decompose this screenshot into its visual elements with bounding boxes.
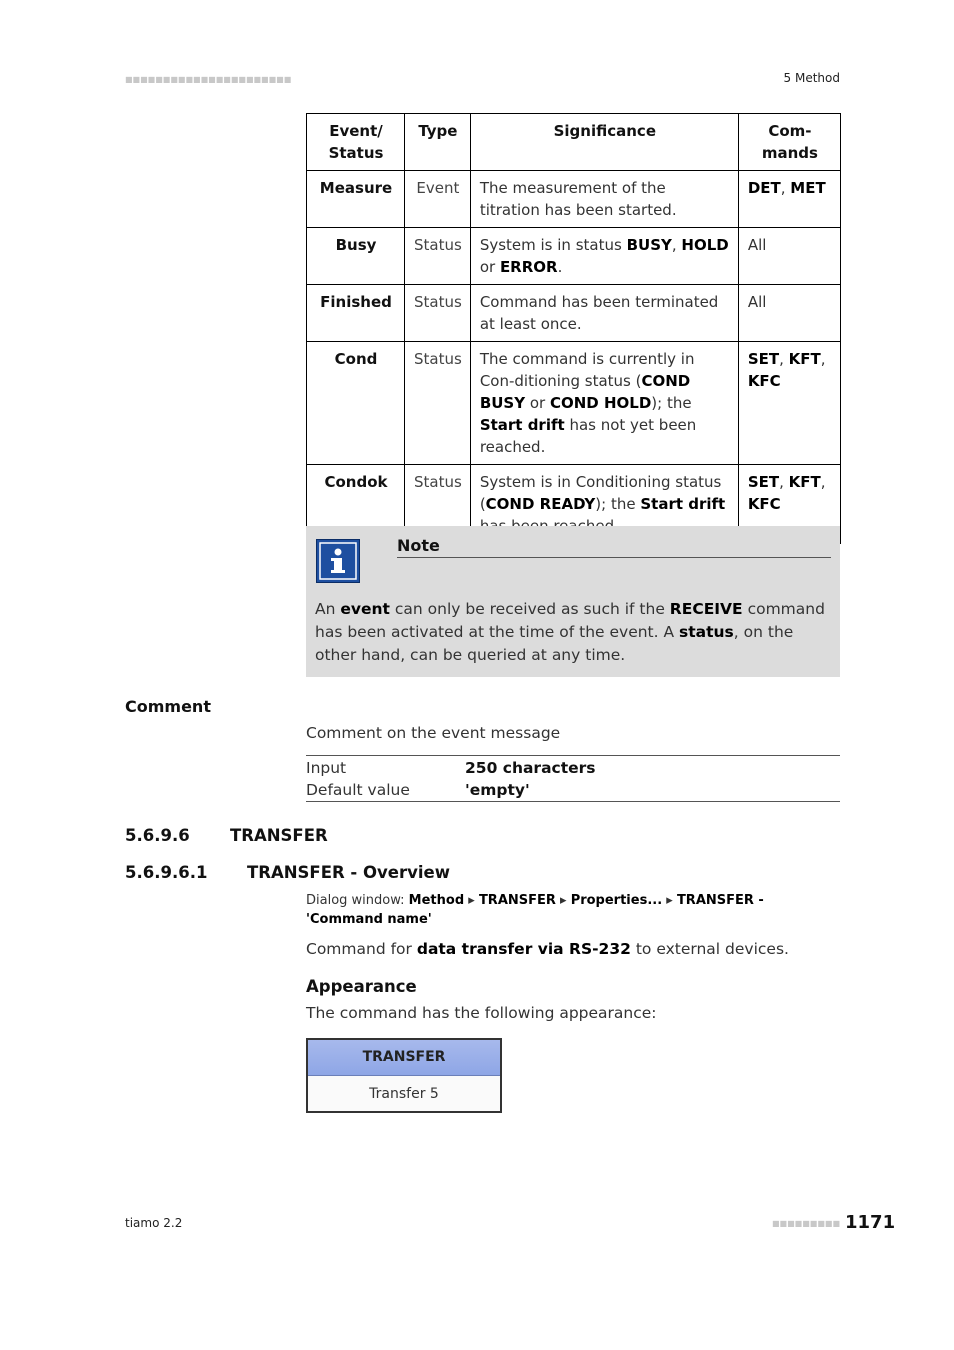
command-description: Command for data transfer via RS-232 to external devices. [306,940,789,958]
chapter-title: 5 Method [783,71,840,85]
table-row [307,171,841,228]
column-header: Event/ Status [307,114,405,171]
subsection-number: 5.6.9.6.1 [125,863,208,882]
appearance-text: The command has the following appearance: [306,1004,657,1022]
appearance-heading: Appearance [306,977,417,996]
property-value: 'empty' [465,781,530,799]
commands-cell: SET, KFT, KFC [738,465,840,544]
significance-cell: System is in Conditioning status (COND READY); the Start drift [470,465,738,544]
commands-cell: DET, MET [738,171,840,228]
significance-cell: The measurement of the titration has been started. [470,171,738,228]
property-key: Input [306,759,347,777]
footer-product: tiamo 2.2 [125,1216,183,1230]
command-box-title: TRANSFER [308,1040,500,1076]
significance-cell: Command has been terminated at least once. [470,285,738,342]
event-type-cell: Status [405,228,471,285]
parameter-heading: Comment [125,697,211,716]
note-title: Note [397,536,831,558]
page-number: 1171 [845,1212,896,1233]
commands-cell: SET, KFT, KFC [738,342,840,465]
property-row [306,779,840,801]
command-box-subtitle: Transfer 5 [369,1086,439,1102]
section-heading [125,826,328,845]
section-title: TRANSFER [230,826,328,845]
event-type-cell: Status [405,342,471,465]
event-name-cell: Condok [307,465,405,544]
event-name-cell: Finished [307,285,405,342]
property-value: 250 characters [465,759,596,777]
dialog-path: Dialog window: Method ▸ TRANSFER ▸ Properties... ▸ TRANSFER - 'Command name' [306,893,764,927]
table-row [307,285,841,342]
commands-cell: All [738,285,840,342]
commands-cell: All [738,228,840,285]
transfer-command-box [306,1038,502,1113]
note-box [306,526,840,677]
subsection-title: TRANSFER - Overview [247,863,450,882]
footer-decoration: ■■■■■■■■■ [772,1219,841,1228]
section-number: 5.6.9.6 [125,826,190,845]
parameter-properties [306,755,840,802]
note-text: An event can only be received as such if the RECEIVE command has been activated at the time of the event. A status, on the other hand, can be queried at any time. [315,600,825,664]
event-name-cell: Cond [307,342,405,465]
table-header-row [307,114,841,171]
column-header: Significance [470,114,738,171]
event-status-table [306,113,841,544]
info-icon [316,539,360,583]
table-row [307,342,841,465]
event-type-cell: Event [405,171,471,228]
column-header: Com- mands [738,114,840,171]
event-type-cell: Status [405,465,471,544]
event-type-cell: Status [405,285,471,342]
event-name-cell: Measure [307,171,405,228]
header-decoration: ■■■■■■■■■■■■■■■■■■■■■■ [125,75,292,84]
parameter-description: Comment on the event message [306,724,561,742]
subsection-heading [125,863,450,882]
significance-cell: The command is currently in Con-ditioning status (COND BUSY or COND HOLD); the Start drift has not yet been reached. [470,342,738,465]
column-header: Type [405,114,471,171]
event-name-cell: Busy [307,228,405,285]
property-key: Default value [306,781,410,799]
table-row [307,228,841,285]
property-row [306,757,840,779]
significance-cell: System is in status BUSY, HOLD or ERROR. [470,228,738,285]
